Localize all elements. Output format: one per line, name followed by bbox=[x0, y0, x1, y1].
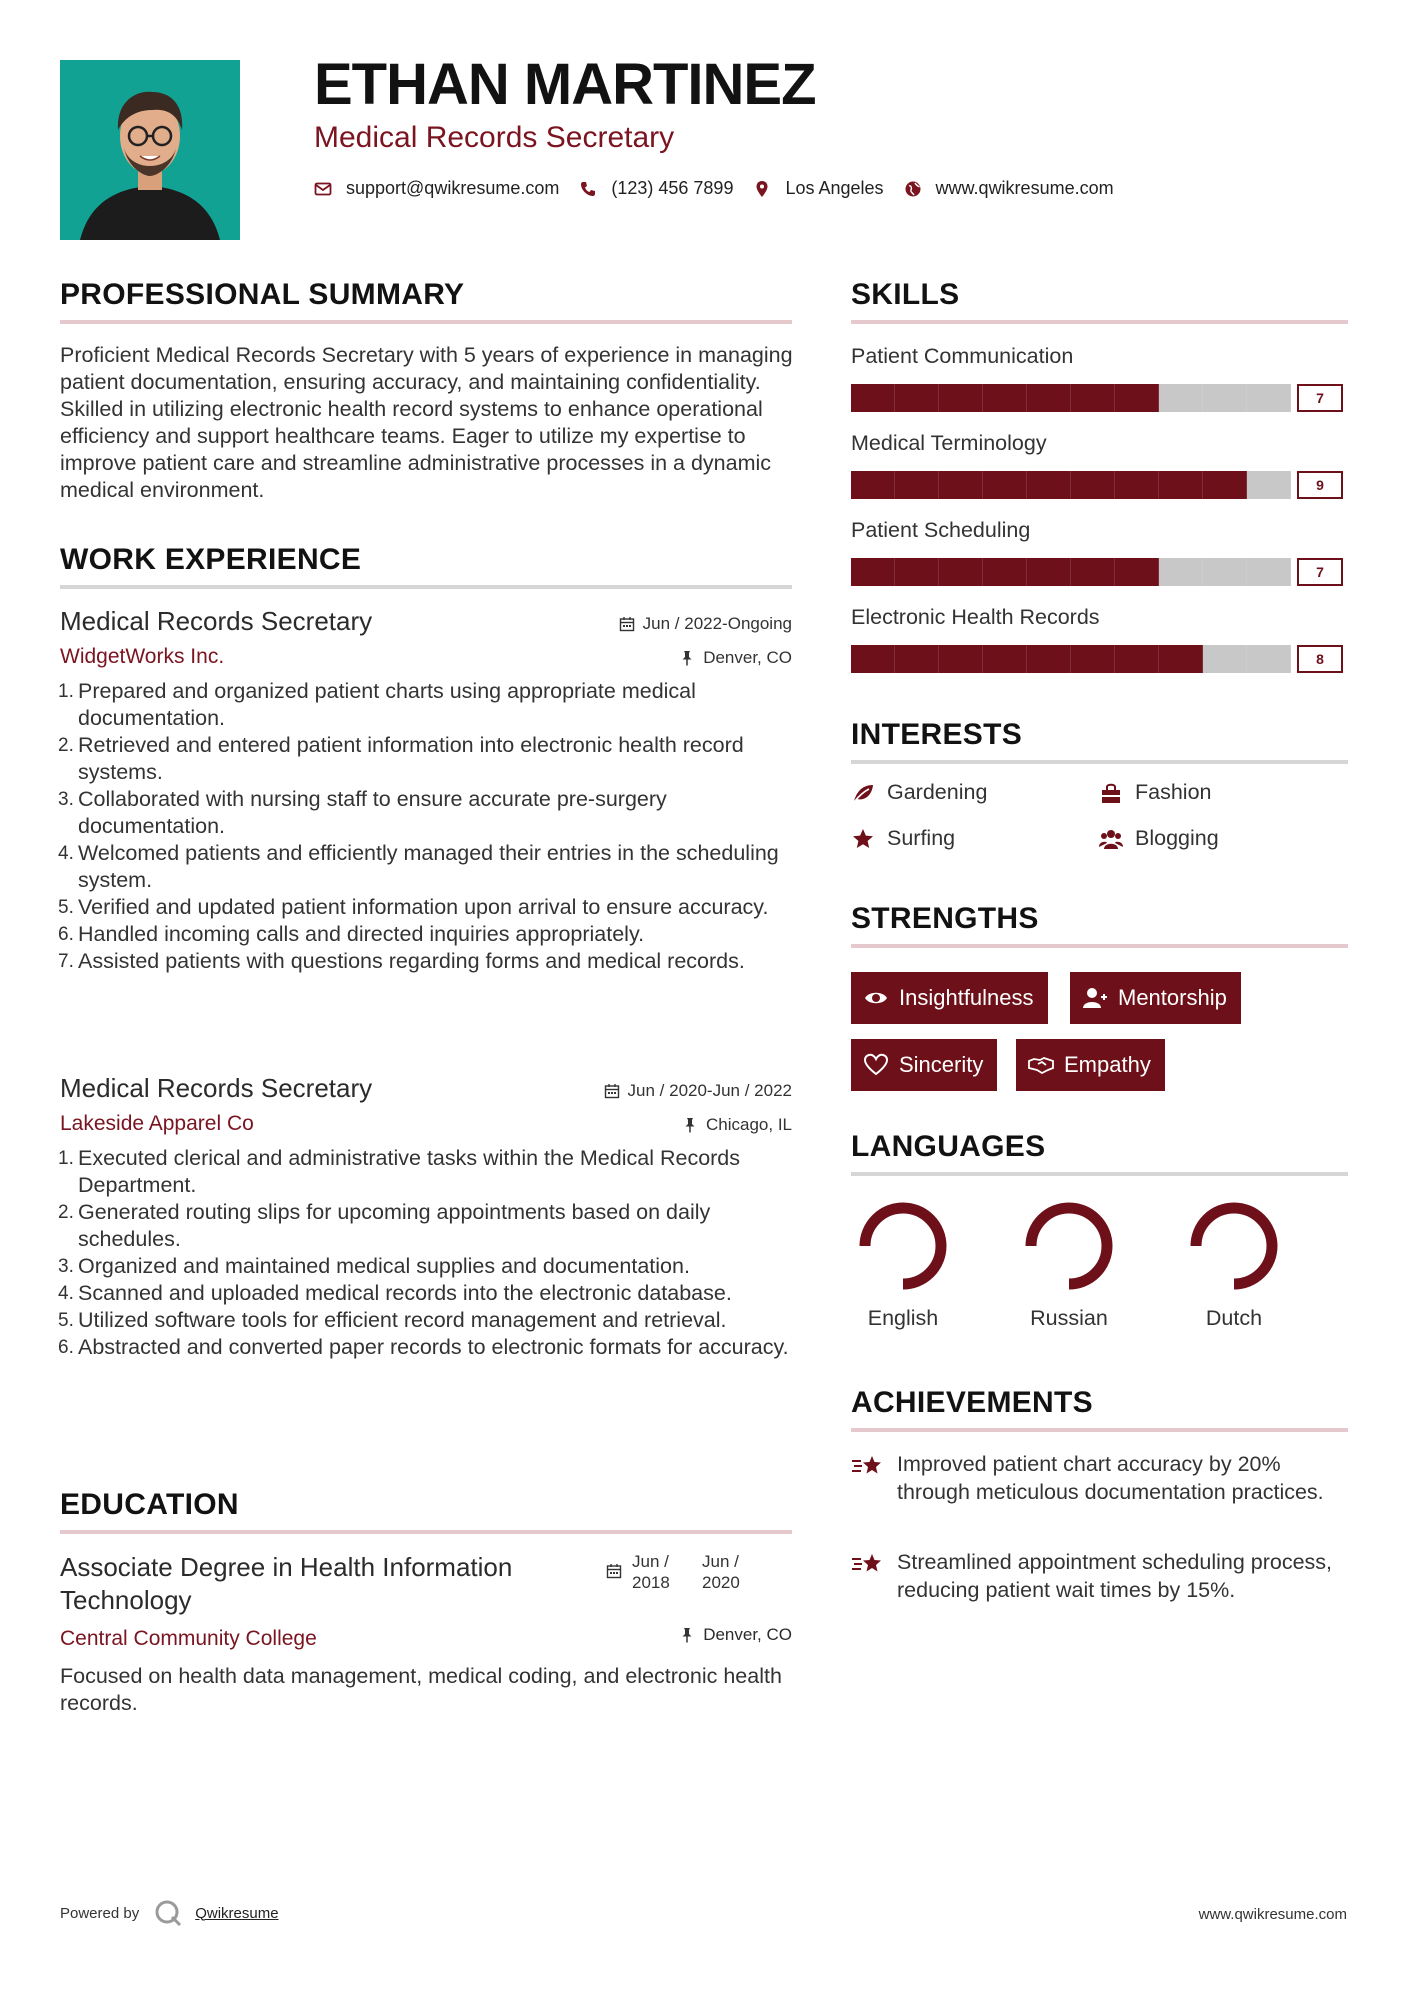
education-heading: EDUCATION bbox=[60, 1488, 239, 1521]
shooting-star-icon bbox=[851, 1452, 885, 1482]
job-bullet: Verified and updated patient information upon arrival to ensure accuracy. bbox=[78, 895, 769, 919]
eye-icon bbox=[863, 985, 889, 1011]
skill-name: Patient Communication bbox=[851, 344, 1074, 368]
job-location bbox=[682, 1115, 792, 1135]
experience-divider bbox=[60, 585, 792, 589]
language-level-arc bbox=[865, 1208, 941, 1284]
education-start bbox=[632, 1551, 702, 1593]
contact-phone[interactable] bbox=[579, 178, 733, 199]
job-role: Medical Records Secretary bbox=[60, 606, 373, 636]
job-location-text: Chicago, IL bbox=[706, 1115, 792, 1134]
skill-bar bbox=[851, 645, 1324, 673]
envelope-icon bbox=[314, 180, 332, 198]
skill-segment-filled bbox=[939, 471, 983, 499]
job-bullet: Welcomed patients and efficiently managed their entries in the scheduling system. bbox=[78, 841, 779, 892]
user-plus-icon bbox=[1082, 985, 1108, 1011]
job-bullet: Collaborated with nursing staff to ensure accurate pre-surgery documentation. bbox=[78, 787, 667, 838]
pushpin-icon bbox=[679, 650, 695, 666]
job-bullet: Prepared and organized patient charts using appropriate medical documentation. bbox=[78, 679, 696, 730]
education-dates bbox=[606, 1551, 772, 1593]
handshake-icon bbox=[1028, 1052, 1054, 1078]
skill-item bbox=[851, 433, 1348, 499]
contact-bar bbox=[314, 178, 1134, 199]
skill-segment-empty bbox=[1247, 558, 1291, 586]
language-ring bbox=[853, 1196, 953, 1296]
phone-icon bbox=[579, 180, 597, 198]
strength-chip bbox=[1070, 972, 1241, 1024]
interest-item bbox=[851, 826, 955, 851]
interest-label: Gardening bbox=[887, 780, 988, 804]
globe-icon bbox=[904, 180, 922, 198]
education-end-month: Jun / bbox=[702, 1552, 739, 1571]
skill-segment-filled bbox=[983, 471, 1027, 499]
job-bullet: Generated routing slips for upcoming appointments based on daily schedules. bbox=[78, 1200, 711, 1251]
language-item bbox=[843, 1196, 963, 1331]
strength-label: Sincerity bbox=[899, 1052, 984, 1077]
skill-name: Patient Scheduling bbox=[851, 518, 1031, 542]
languages-divider bbox=[851, 1172, 1348, 1176]
skill-segment-filled bbox=[895, 384, 939, 412]
skill-bar bbox=[851, 384, 1324, 412]
achievement-text: Streamlined appointment scheduling process, reducing patient wait times by 15%. bbox=[897, 1550, 1333, 1602]
heart-icon bbox=[863, 1052, 889, 1078]
star-icon bbox=[851, 827, 875, 851]
skill-segment-filled bbox=[851, 645, 895, 673]
language-level-arc bbox=[1196, 1208, 1272, 1284]
interests-divider bbox=[851, 760, 1348, 764]
strength-label: Insightfulness bbox=[899, 985, 1034, 1010]
pushpin-icon bbox=[679, 1627, 695, 1643]
skill-segment-filled bbox=[1071, 384, 1115, 412]
education-description: Focused on health data management, medical coding, and electronic health records. bbox=[60, 1664, 782, 1715]
language-label: Dutch bbox=[1205, 1306, 1263, 1330]
experience-heading: WORK EXPERIENCE bbox=[60, 543, 362, 576]
interest-label: Blogging bbox=[1135, 826, 1219, 850]
skill-segment-filled bbox=[1159, 471, 1203, 499]
skill-segment-filled bbox=[1115, 471, 1159, 499]
skill-item bbox=[851, 607, 1348, 673]
job-dates-text: Jun / 2022-Ongoing bbox=[642, 614, 792, 633]
summary-divider bbox=[60, 320, 792, 324]
skill-segment-empty bbox=[1247, 645, 1291, 673]
skill-score: 9 bbox=[1297, 471, 1343, 499]
job-bullet: Abstracted and converted paper records to electronic formats for accuracy. bbox=[78, 1335, 789, 1359]
skill-segment-filled bbox=[983, 384, 1027, 412]
skill-name: Medical Terminology bbox=[851, 431, 1047, 455]
strength-chip bbox=[1016, 1039, 1165, 1091]
education-degree: Associate Degree in Health Information Technology bbox=[60, 1552, 513, 1615]
skill-segment-filled bbox=[895, 645, 939, 673]
job-location-text: Denver, CO bbox=[703, 648, 792, 667]
language-label: English bbox=[867, 1306, 939, 1330]
skill-segment-filled bbox=[895, 471, 939, 499]
job-bullet: Assisted patients with questions regarding forms and medical records. bbox=[78, 949, 745, 973]
skill-segment-filled bbox=[1071, 471, 1115, 499]
job-bullet: Utilized software tools for efficient record management and retrieval. bbox=[78, 1308, 727, 1332]
language-item bbox=[1009, 1196, 1129, 1331]
skill-score: 7 bbox=[1297, 558, 1343, 586]
education-start-month: Jun / bbox=[632, 1552, 669, 1571]
interest-item bbox=[851, 780, 987, 805]
contact-email-text: support@qwikresume.com bbox=[346, 178, 560, 198]
strengths-divider bbox=[851, 944, 1348, 948]
skill-segment-filled bbox=[1203, 471, 1247, 499]
skill-segment-filled bbox=[895, 558, 939, 586]
achievement-item bbox=[851, 1450, 1351, 1506]
education-location bbox=[679, 1625, 792, 1645]
strength-chip bbox=[851, 1039, 997, 1091]
job-bullet: Organized and maintained medical supplies and documentation. bbox=[78, 1254, 690, 1278]
skill-segment-filled bbox=[939, 645, 983, 673]
skill-segment-filled bbox=[851, 471, 895, 499]
users-icon bbox=[1099, 827, 1123, 851]
pushpin-icon bbox=[682, 1117, 698, 1133]
job-role: Medical Records Secretary bbox=[60, 1073, 373, 1103]
job-dates bbox=[604, 1081, 792, 1101]
leaf-icon bbox=[851, 781, 875, 805]
education-start-year: 2018 bbox=[632, 1573, 670, 1592]
skills-heading: SKILLS bbox=[851, 278, 960, 311]
skills-divider bbox=[851, 320, 1348, 324]
job-bullets bbox=[60, 1145, 792, 1361]
skill-segment-filled bbox=[1027, 384, 1071, 412]
skill-segment-filled bbox=[1027, 645, 1071, 673]
skill-segment-filled bbox=[1071, 558, 1115, 586]
contact-location-text: Los Angeles bbox=[785, 178, 884, 198]
skill-score: 7 bbox=[1297, 384, 1343, 412]
skill-segment-empty bbox=[1247, 471, 1291, 499]
footer-url[interactable]: www.qwikresume.com bbox=[1198, 1906, 1347, 1923]
contact-phone-text: (123) 456 7899 bbox=[611, 178, 734, 198]
interest-item bbox=[1099, 826, 1219, 851]
profile-photo bbox=[60, 60, 240, 240]
education-entry bbox=[60, 1551, 792, 1717]
candidate-name: ETHAN MARTINEZ bbox=[314, 52, 816, 117]
footer-powered-by bbox=[60, 1898, 279, 1928]
summary-text: Proficient Medical Records Secretary with 5 years of experience in managing patient documentation, ensuring accuracy, and maintaining confidentiality. Skilled in utilizing electronic health record systems to enhance operational efficiency and support healthcare teams. Eager to utilize my expertise to improve patient care and streamline administrative processes in a dynamic medical environment. bbox=[60, 343, 793, 502]
contact-email[interactable] bbox=[314, 178, 559, 199]
education-location-text: Denver, CO bbox=[703, 1625, 792, 1644]
job-dates-text: Jun / 2020-Jun / 2022 bbox=[627, 1081, 792, 1100]
skill-segment-empty bbox=[1203, 645, 1247, 673]
skill-segment-filled bbox=[851, 384, 895, 412]
skill-segment-filled bbox=[939, 558, 983, 586]
interests-heading: INTERESTS bbox=[851, 718, 1023, 751]
job-bullet: Retrieved and entered patient information into electronic health record systems. bbox=[78, 733, 744, 784]
language-label: Russian bbox=[1030, 1306, 1108, 1330]
contact-website-text: www.qwikresume.com bbox=[935, 178, 1114, 198]
job-dates bbox=[619, 614, 792, 634]
skill-segment-filled bbox=[1027, 471, 1071, 499]
achievement-text: Improved patient chart accuracy by 20% through meticulous documentation practices. bbox=[897, 1452, 1324, 1504]
skill-segment-filled bbox=[1115, 645, 1159, 673]
skill-segment-empty bbox=[1159, 384, 1203, 412]
skill-bar bbox=[851, 558, 1324, 586]
education-school: Central Community College bbox=[60, 1627, 317, 1650]
skill-segment-filled bbox=[1115, 384, 1159, 412]
calendar-icon bbox=[619, 616, 635, 632]
skill-segment-filled bbox=[1071, 645, 1115, 673]
education-end bbox=[702, 1551, 772, 1593]
strength-label: Empathy bbox=[1064, 1052, 1151, 1077]
map-pin-icon bbox=[753, 180, 771, 198]
job-company: WidgetWorks Inc. bbox=[60, 645, 225, 668]
job-company: Lakeside Apparel Co bbox=[60, 1112, 254, 1135]
achievement-item bbox=[851, 1548, 1351, 1604]
job-entry bbox=[60, 1075, 792, 1361]
skill-segment-filled bbox=[1159, 645, 1203, 673]
calendar-icon bbox=[604, 1083, 620, 1099]
education-divider bbox=[60, 1530, 792, 1534]
job-bullet: Handled incoming calls and directed inquiries appropriately. bbox=[78, 922, 645, 946]
skill-segment-filled bbox=[1027, 558, 1071, 586]
job-entry bbox=[60, 608, 792, 975]
footer-brand-link[interactable]: Qwikresume bbox=[195, 1904, 279, 1922]
achievements-divider bbox=[851, 1428, 1348, 1432]
strength-label: Mentorship bbox=[1118, 985, 1227, 1010]
contact-location bbox=[753, 178, 883, 199]
job-bullet: Scanned and uploaded medical records into the electronic database. bbox=[78, 1281, 732, 1305]
job-bullets bbox=[60, 678, 792, 975]
skill-segment-empty bbox=[1203, 558, 1247, 586]
skill-segment-empty bbox=[1203, 384, 1247, 412]
shooting-star-icon bbox=[851, 1550, 885, 1580]
summary-heading: PROFESSIONAL SUMMARY bbox=[60, 278, 465, 311]
job-bullet: Executed clerical and administrative tasks within the Medical Records Department. bbox=[78, 1146, 741, 1197]
candidate-title: Medical Records Secretary bbox=[314, 121, 675, 154]
interest-label: Surfing bbox=[887, 826, 956, 850]
achievements-heading: ACHIEVEMENTS bbox=[851, 1386, 1093, 1419]
languages-heading: LANGUAGES bbox=[851, 1130, 1046, 1163]
language-level-arc bbox=[1031, 1208, 1107, 1284]
calendar-icon bbox=[606, 1563, 622, 1579]
skill-bar bbox=[851, 471, 1324, 499]
language-ring bbox=[1019, 1196, 1119, 1296]
language-ring bbox=[1184, 1196, 1284, 1296]
skill-segment-empty bbox=[1247, 384, 1291, 412]
skill-segment-empty bbox=[1159, 558, 1203, 586]
strengths-heading: STRENGTHS bbox=[851, 902, 1039, 935]
qwikresume-logo-icon bbox=[153, 1898, 183, 1928]
skill-segment-filled bbox=[1115, 558, 1159, 586]
skill-segment-filled bbox=[983, 558, 1027, 586]
contact-website[interactable] bbox=[904, 178, 1114, 199]
strength-chip bbox=[851, 972, 1048, 1024]
skill-segment-filled bbox=[983, 645, 1027, 673]
powered-by-label: Powered by bbox=[60, 1904, 140, 1922]
language-item bbox=[1174, 1196, 1294, 1331]
skill-segment-filled bbox=[851, 558, 895, 586]
shopping-bag-icon bbox=[1099, 781, 1123, 805]
skill-name: Electronic Health Records bbox=[851, 605, 1100, 629]
interest-item bbox=[1099, 780, 1212, 805]
skill-item bbox=[851, 346, 1348, 412]
skill-item bbox=[851, 520, 1348, 586]
job-location bbox=[679, 648, 792, 668]
skill-score: 8 bbox=[1297, 645, 1343, 673]
education-end-year: 2020 bbox=[702, 1573, 740, 1592]
interest-label: Fashion bbox=[1135, 780, 1212, 804]
skill-segment-filled bbox=[939, 384, 983, 412]
